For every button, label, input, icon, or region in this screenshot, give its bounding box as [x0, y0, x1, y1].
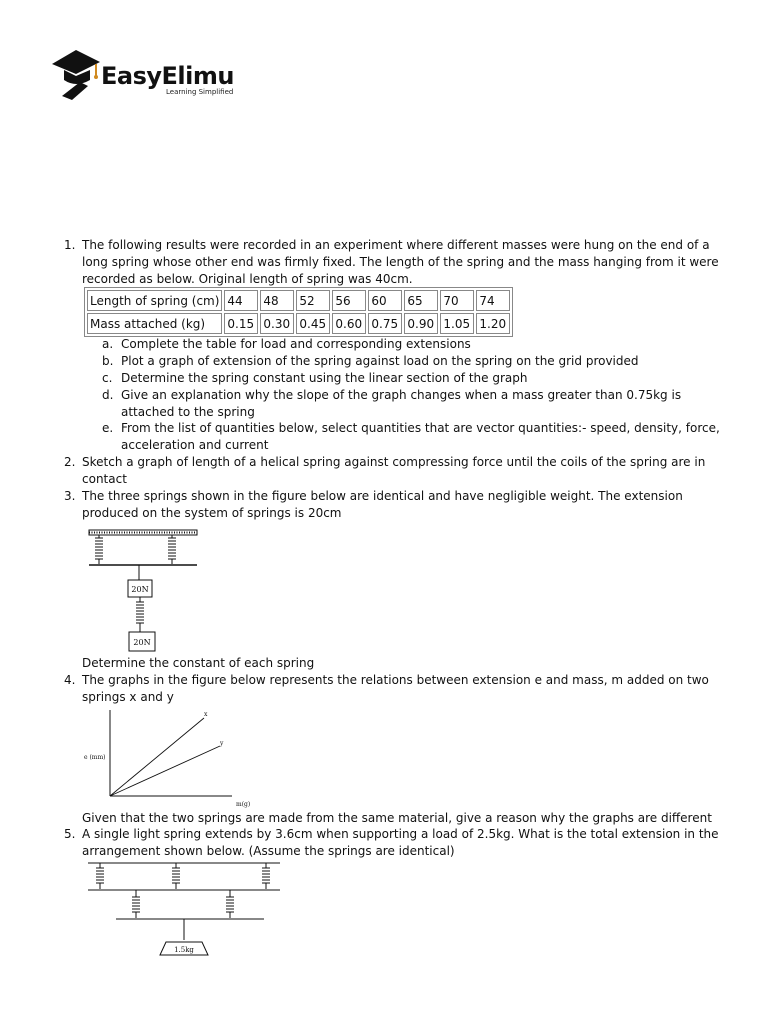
- table-cell: 65: [404, 290, 438, 311]
- question-1: [64, 237, 736, 287]
- subpart-text: Give an explanation why the slope of the graph changes when a mass greater than 0.75kg is attached to the spring: [121, 388, 682, 419]
- question-text: Sketch a graph of length of a helical spring against compressing force until the coils of the spring are in contact: [82, 455, 706, 486]
- lower-load-label: 20N: [133, 638, 151, 647]
- table-cell: 70: [440, 290, 474, 311]
- question-5: [64, 826, 736, 860]
- subpart-b: [102, 353, 732, 370]
- table-cell: 0.15: [224, 313, 258, 334]
- subpart-letter: e.: [102, 421, 114, 435]
- three-springs-figure: [84, 528, 202, 654]
- table-cell: 48: [260, 290, 294, 311]
- table-cell: 1.05: [440, 313, 474, 334]
- question-text: A single light spring extends by 3.6cm when supporting a load of 2.5kg. What is the total extension in the arrangement shown below. (Assume the springs are identical): [82, 827, 719, 858]
- subpart-a: [102, 336, 732, 353]
- question-2: [64, 454, 736, 488]
- question-4-followup: [64, 810, 736, 827]
- question-number: 4.: [64, 673, 76, 687]
- table-row: [87, 290, 510, 311]
- load-label: 1.5kg: [174, 946, 194, 954]
- table-cell: 0.90: [404, 313, 438, 334]
- x-axis-label: m(g): [236, 801, 251, 808]
- line-x-label: x: [204, 711, 208, 718]
- table-row-label: Length of spring (cm): [87, 290, 222, 311]
- line-x: [110, 718, 204, 796]
- extension-mass-graph: [82, 708, 262, 810]
- subpart-c: [102, 370, 732, 387]
- subpart-letter: c.: [102, 371, 113, 385]
- question-text: The graphs in the figure below represents the relations between extension e and mass, m added on two springs x and y: [82, 673, 709, 704]
- question-3: [64, 488, 736, 522]
- subpart-e: [102, 420, 732, 454]
- question-number: 3.: [64, 489, 76, 503]
- table-row-label: Mass attached (kg): [87, 313, 222, 334]
- table-cell: 60: [368, 290, 402, 311]
- subpart-letter: a.: [102, 337, 114, 351]
- line-y: [110, 746, 220, 796]
- table-cell: 1.20: [476, 313, 510, 334]
- spring-arrangement-figure: [84, 860, 284, 960]
- table-cell: 0.75: [368, 313, 402, 334]
- y-axis-label: e (mm): [84, 754, 106, 761]
- question-3-followup: [64, 655, 736, 672]
- question-number: 2.: [64, 455, 76, 469]
- subpart-text: Plot a graph of extension of the spring against load on the spring on the grid provided: [121, 354, 639, 368]
- brand-tagline: Learning Simplified: [166, 88, 234, 96]
- table-cell: 0.60: [332, 313, 366, 334]
- brand-name: EasyElimu: [101, 62, 234, 90]
- question-number: 5.: [64, 827, 76, 841]
- question-text: The three springs shown in the figure below are identical and have negligible weight. The extension produced on the system of springs is 20cm: [82, 489, 683, 520]
- question-text: The following results were recorded in an experiment where different masses were hung on the end of a long spring whose other end was firmly fixed. The length of the spring and the mass hanging from it were recorded as below. Original length of spring was 40cm.: [82, 238, 719, 286]
- subpart-letter: d.: [102, 388, 114, 402]
- subpart-letter: b.: [102, 354, 114, 368]
- table-cell: 0.45: [296, 313, 330, 334]
- question-followup-text: Determine the constant of each spring: [82, 656, 315, 670]
- question-number: 1.: [64, 238, 76, 252]
- question-followup-text: Given that the two springs are made from the same material, give a reason why the graphs are different: [82, 811, 712, 825]
- line-y-label: y: [220, 740, 224, 747]
- table-cell: 0.30: [260, 313, 294, 334]
- subpart-text: From the list of quantities below, select quantities that are vector quantities:- speed, density, force, acceleration and current: [121, 421, 720, 452]
- upper-load-label: 20N: [131, 585, 149, 594]
- question-4: [64, 672, 736, 706]
- spring-data-table: [84, 287, 513, 337]
- subpart-text: Determine the spring constant using the linear section of the graph: [121, 371, 528, 385]
- table-cell: 74: [476, 290, 510, 311]
- subpart-text: Complete the table for load and corresponding extensions: [121, 337, 471, 351]
- table-cell: 44: [224, 290, 258, 311]
- subpart-d: [102, 387, 732, 421]
- table-cell: 52: [296, 290, 330, 311]
- table-row: [87, 313, 510, 334]
- table-cell: 56: [332, 290, 366, 311]
